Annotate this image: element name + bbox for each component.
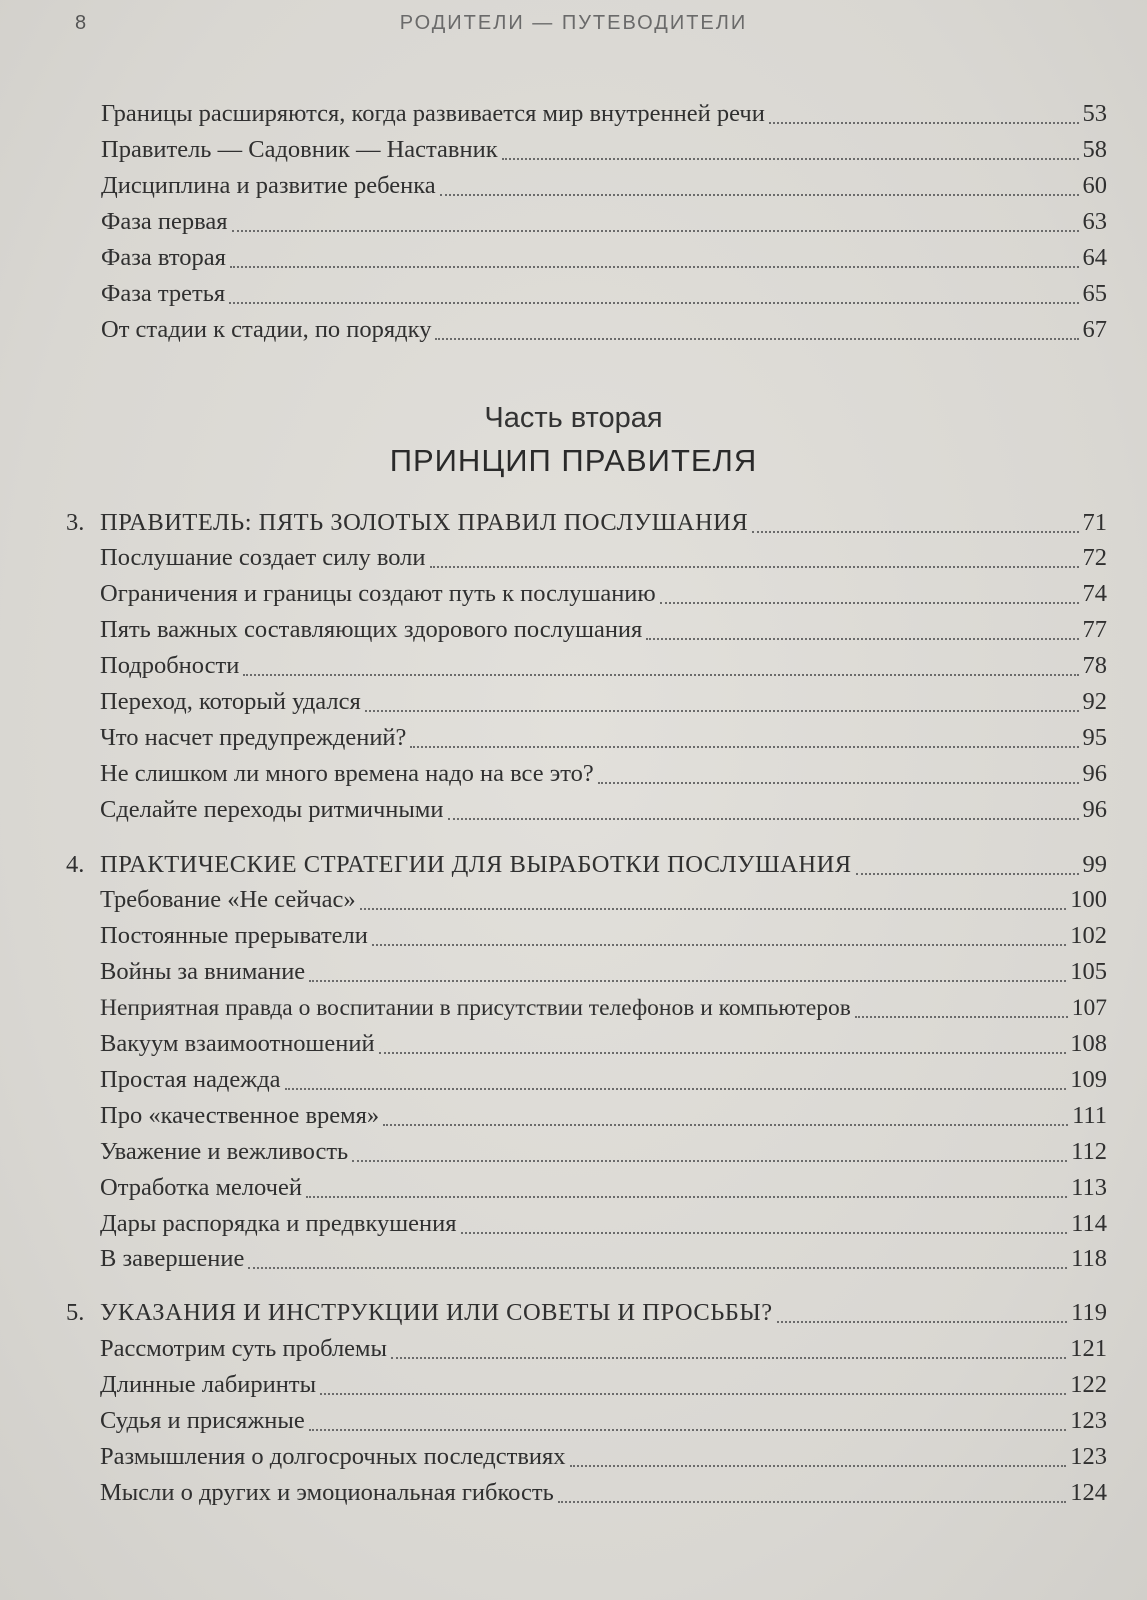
toc-entry <box>100 1136 1107 1168</box>
toc-entry-page: 123 <box>1070 1443 1107 1470</box>
chapter-page: 99 <box>1082 851 1107 878</box>
toc-entry-title: Неприятная правда о воспитании в присутствии телефонов и компьютеров <box>100 995 851 1021</box>
dot-leader <box>448 817 1079 820</box>
toc-entry-page: 111 <box>1072 1102 1107 1129</box>
chapter-entry <box>66 507 1107 539</box>
toc-entry-title: Судья и присяжные <box>100 1407 305 1434</box>
toc-entry-title: Сделайте переходы ритмичными <box>100 796 444 823</box>
toc-entry-page: 124 <box>1070 1479 1107 1506</box>
toc-entry-page: 65 <box>1082 280 1107 307</box>
toc-entry-title: Постоянные прерыватели <box>100 922 368 949</box>
toc-entry-page: 96 <box>1082 760 1107 787</box>
toc-entry-title: От стадии к стадии, по порядку <box>101 316 432 343</box>
toc-entry-title: Что насчет предупреждений? <box>100 724 407 751</box>
toc-entry <box>100 542 1107 574</box>
toc-entry <box>100 1369 1107 1401</box>
toc-entry-title: В завершение <box>100 1245 245 1272</box>
dot-leader <box>777 1320 1068 1323</box>
toc-entry <box>100 722 1107 754</box>
dot-leader <box>372 943 1066 946</box>
dot-leader <box>856 872 1079 875</box>
toc-entry-title: Про «качественное время» <box>100 1102 380 1129</box>
toc-entry <box>101 134 1107 166</box>
toc-entry-page: 109 <box>1070 1066 1107 1093</box>
dot-leader <box>391 1356 1066 1359</box>
dot-leader <box>229 301 1078 304</box>
dot-leader <box>243 673 1078 676</box>
chapter-number: 4. <box>66 851 85 878</box>
dot-leader <box>430 565 1079 568</box>
toc-entry-title: Простая надежда <box>100 1066 281 1093</box>
dot-leader <box>440 193 1079 196</box>
toc-entry <box>101 278 1107 310</box>
toc-entry-page: 58 <box>1082 136 1107 163</box>
toc-entry <box>100 1477 1107 1509</box>
toc-entry-title: Вакуум взаимоотношений <box>100 1030 375 1057</box>
running-head <box>0 12 1147 42</box>
toc-entry <box>100 956 1107 988</box>
dot-leader <box>232 229 1079 232</box>
chapter-page: 119 <box>1071 1299 1107 1326</box>
toc-entry <box>100 686 1107 718</box>
toc-entry <box>101 314 1107 346</box>
toc-entry-title: Требование «Не сейчас» <box>100 886 356 913</box>
toc-entry-page: 74 <box>1082 580 1107 607</box>
dot-leader <box>230 265 1079 268</box>
toc-entry-page: 122 <box>1070 1371 1107 1398</box>
toc-entry <box>101 206 1107 238</box>
toc-entry-page: 102 <box>1070 922 1107 949</box>
toc-entry-page: 78 <box>1082 652 1107 679</box>
toc-entry-page: 107 <box>1071 995 1107 1021</box>
toc-entry-title: Рассмотрим суть проблемы <box>100 1335 388 1362</box>
toc-entry-page: 96 <box>1082 796 1107 823</box>
toc-entry-title: Мысли о других и эмоциональная гибкость <box>100 1479 554 1506</box>
toc-entry-page: 108 <box>1070 1030 1107 1057</box>
dot-leader <box>320 1392 1066 1395</box>
toc-entry-title: Переход, который удался <box>100 688 361 715</box>
toc-entry-page: 53 <box>1082 100 1107 127</box>
toc-entry-title: Войны за внимание <box>100 958 306 985</box>
toc-entry <box>100 1028 1107 1060</box>
dot-leader <box>660 601 1079 604</box>
chapter-entry <box>66 849 1107 881</box>
dot-leader <box>502 157 1079 160</box>
toc-entry <box>100 1100 1107 1132</box>
dot-leader <box>309 1428 1067 1431</box>
running-book-title: РОДИТЕЛИ — ПУТЕВОДИТЕЛИ <box>399 12 748 34</box>
toc-entry <box>100 1208 1107 1240</box>
toc-entry-page: 114 <box>1071 1210 1107 1237</box>
toc-entry-page: 72 <box>1082 544 1107 571</box>
dot-leader <box>558 1500 1066 1503</box>
dot-leader <box>248 1266 1067 1269</box>
toc-entry <box>101 242 1107 274</box>
toc-entry-page: 92 <box>1082 688 1107 715</box>
toc-entry <box>100 578 1107 610</box>
toc-entry <box>100 1172 1107 1204</box>
toc-entry <box>100 884 1107 916</box>
toc-entry <box>100 650 1107 682</box>
dot-leader <box>360 907 1067 910</box>
dot-leader <box>383 1123 1068 1126</box>
chapter-page: 71 <box>1082 509 1107 536</box>
toc-entry <box>100 1405 1107 1437</box>
toc-entry-title: Фаза вторая <box>101 244 226 271</box>
part-label: Часть вторая <box>484 402 663 434</box>
dot-leader <box>435 337 1078 340</box>
toc-entry-title: Дары распорядка и предвкушения <box>100 1210 457 1237</box>
toc-entry-page: 112 <box>1071 1138 1107 1165</box>
toc-entry-page: 105 <box>1070 958 1107 985</box>
dot-leader <box>855 1015 1068 1018</box>
dot-leader <box>309 979 1066 982</box>
toc-entry <box>101 170 1107 202</box>
toc-entry <box>101 98 1107 130</box>
toc-entry-title: Фаза первая <box>101 208 228 235</box>
page-number: 8 <box>75 12 87 34</box>
dot-leader <box>306 1195 1067 1198</box>
toc-entry-title: Дисциплина и развитие ребенка <box>101 172 436 199</box>
toc-entry <box>100 614 1107 646</box>
toc-entry-title: Послушание создает силу воли <box>100 544 426 571</box>
chapter-title: УКАЗАНИЯ И ИНСТРУКЦИИ ИЛИ СОВЕТЫ И ПРОСЬБЫ? <box>100 1299 773 1326</box>
toc-entry <box>100 1441 1107 1473</box>
toc-entry-title: Ограничения и границы создают путь к послушанию <box>100 580 656 607</box>
toc-entry-page: 77 <box>1082 616 1107 643</box>
toc-entry <box>100 794 1107 826</box>
toc-entry-page: 100 <box>1070 886 1107 913</box>
dot-leader <box>352 1159 1067 1162</box>
toc-entry-page: 113 <box>1071 1174 1107 1201</box>
toc-entry-page: 95 <box>1082 724 1107 751</box>
toc-entry-title: Границы расширяются, когда развивается мир внутренней речи <box>101 100 765 127</box>
toc-entry-title: Пять важных составляющих здорового послушания <box>100 616 643 643</box>
dot-leader <box>410 745 1078 748</box>
toc-entry-page: 64 <box>1082 244 1107 271</box>
toc-entry <box>100 920 1107 952</box>
dot-leader <box>365 709 1079 712</box>
toc-entry-title: Фаза третья <box>101 280 226 307</box>
toc-entry <box>100 1243 1107 1275</box>
toc-entry-page: 118 <box>1071 1245 1107 1272</box>
toc-entry-page: 60 <box>1082 172 1107 199</box>
dot-leader <box>285 1087 1067 1090</box>
dot-leader <box>379 1051 1067 1054</box>
toc-entry-page: 123 <box>1070 1407 1107 1434</box>
chapter-entry <box>66 1297 1107 1329</box>
chapter-number: 3. <box>66 509 85 536</box>
chapter-title: ПРАКТИЧЕСКИЕ СТРАТЕГИИ ДЛЯ ВЫРАБОТКИ ПОСЛУШАНИЯ <box>100 851 852 878</box>
chapter-title: ПРАВИТЕЛЬ: ПЯТЬ ЗОЛОТЫХ ПРАВИЛ ПОСЛУШАНИЯ <box>100 509 749 536</box>
dot-leader <box>570 1464 1067 1467</box>
toc-entry-title: Уважение и вежливость <box>100 1138 349 1165</box>
toc-entry-title: Подробности <box>100 652 240 679</box>
toc-entry <box>100 1333 1107 1365</box>
dot-leader <box>461 1231 1068 1234</box>
dot-leader <box>769 121 1079 124</box>
toc-entry-title: Длинные лабиринты <box>100 1371 317 1398</box>
toc-entry-page: 121 <box>1070 1335 1107 1362</box>
toc-entry-title: Не слишком ли много времена надо на все это? <box>100 760 594 787</box>
dot-leader <box>752 530 1078 533</box>
toc-entry-page: 67 <box>1082 316 1107 343</box>
chapter-number: 5. <box>66 1299 85 1326</box>
dot-leader <box>598 781 1079 784</box>
toc-entry <box>100 1064 1107 1096</box>
toc-entry-title: Размышления о долгосрочных последствиях <box>100 1443 566 1470</box>
toc-entry <box>100 992 1107 1024</box>
toc-entry <box>100 758 1107 790</box>
toc-entry-page: 63 <box>1082 208 1107 235</box>
dot-leader <box>646 637 1078 640</box>
part-title: ПРИНЦИП ПРАВИТЕЛЯ <box>389 443 758 478</box>
toc-entry-title: Правитель — Садовник — Наставник <box>101 136 498 163</box>
toc-entry-title: Отработка мелочей <box>100 1174 302 1201</box>
